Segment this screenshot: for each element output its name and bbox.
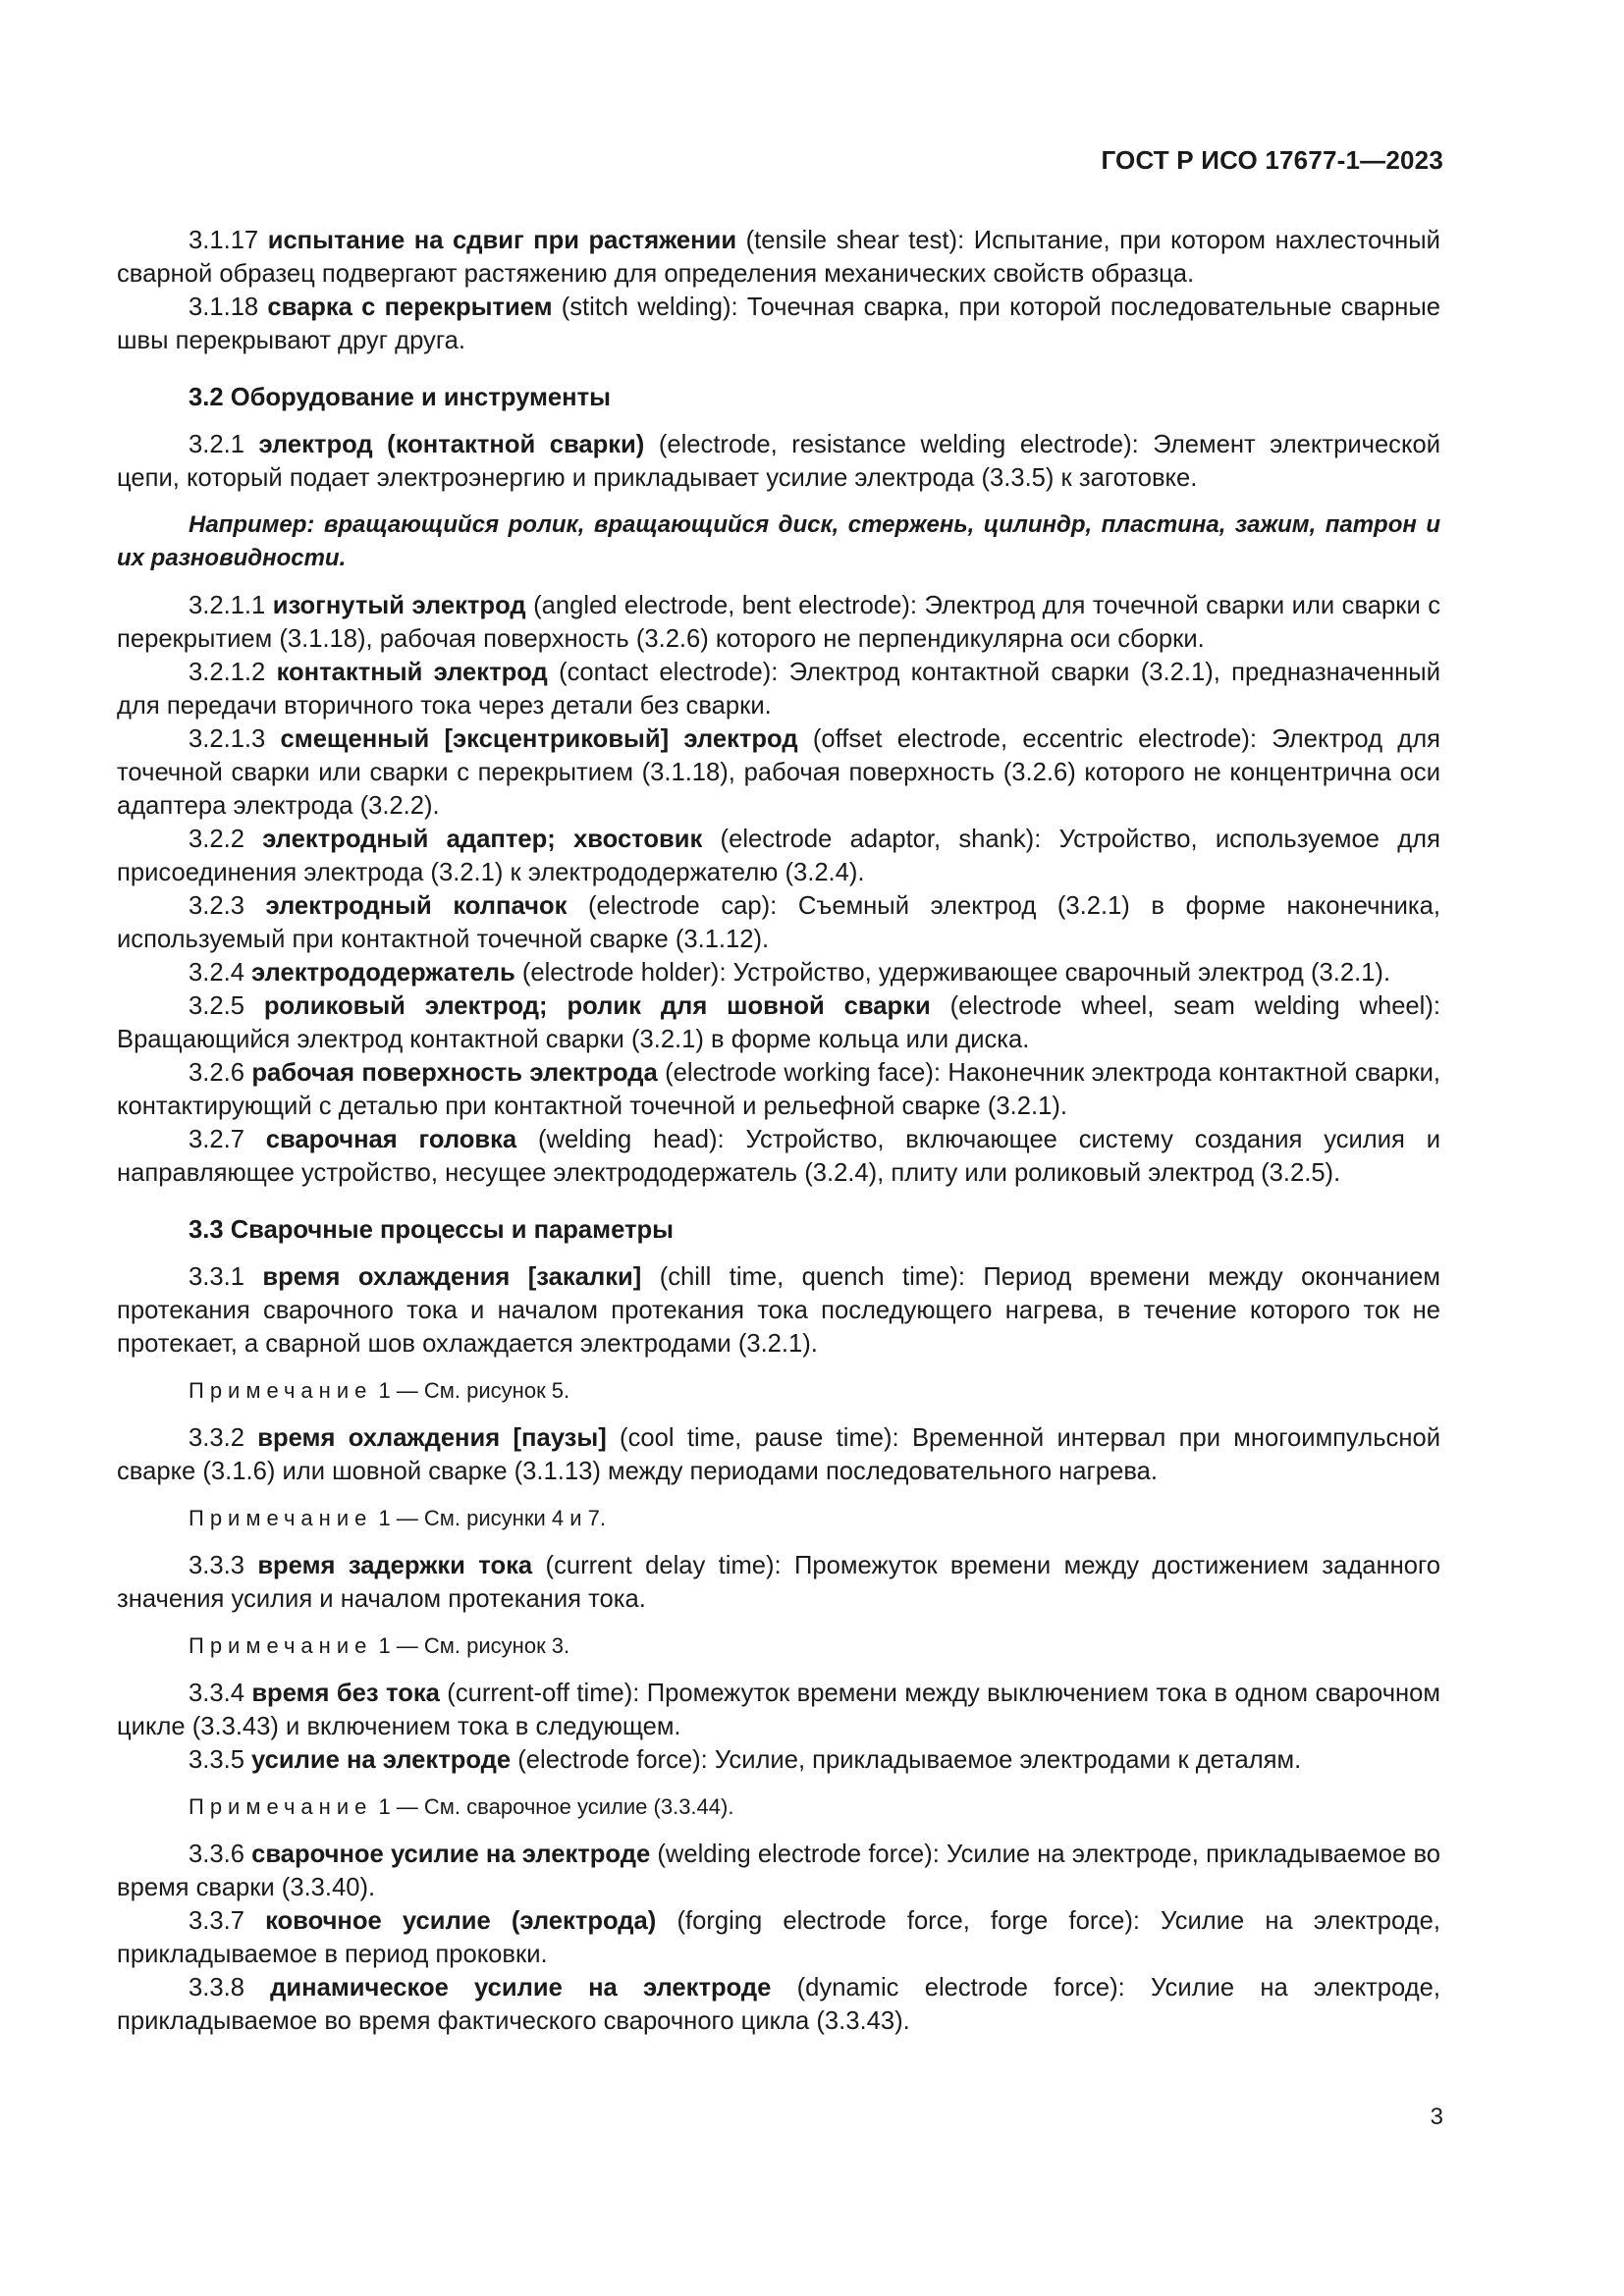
term-number: 3.3.5	[189, 1746, 252, 1774]
document-header: ГОСТ Р ИСО 17677-1—2023	[1101, 145, 1443, 175]
note-text: 1 — См. рисунок 3.	[372, 1633, 570, 1658]
term-number: 3.2.1.1	[189, 592, 273, 619]
term-definition: (electrode working face): Наконечник электрода контактной сварки, контактирующий с деталью при контактной точечной и рельефной сварке (3.2.1).	[117, 1059, 1440, 1120]
term-3-3-3	[117, 1549, 1440, 1616]
term-number: 3.2.3	[189, 892, 266, 920]
note-label: Примечание	[189, 1794, 373, 1819]
term-number: 3.3.3	[189, 1552, 258, 1579]
term-title: роликовый электрод; ролик для шовной сварки	[263, 992, 931, 1020]
term-title: время без тока	[251, 1680, 440, 1707]
term-3-2-4	[117, 956, 1440, 989]
term-title: сварочная головка	[265, 1126, 517, 1153]
term-title: контактный электрод	[276, 659, 548, 686]
term-3-3-5	[117, 1743, 1440, 1777]
term-number: 3.3.8	[189, 1974, 271, 2002]
term-definition: (electrode, resistance welding electrode): Элемент электрической цепи, который подает электроэнергию и прикладывает усилие электрода (3.3.5) к заготовке.	[117, 431, 1440, 492]
note-text: 1 — См. рисунки 4 и 7.	[372, 1506, 606, 1530]
term-definition: (angled electrode, bent electrode): Электрод для точечной сварки или сварки с перекрытием (3.1.18), рабочая поверхность (3.2.6) которого не перпендикулярна оси сборки.	[117, 592, 1440, 653]
term-title: сварочное усилие на электроде	[251, 1841, 651, 1868]
term-3-2-1-1	[117, 589, 1440, 656]
term-number: 3.2.1.2	[189, 659, 277, 686]
note-label: Примечание	[189, 1378, 373, 1403]
term-definition: (electrode holder): Устройство, удерживающее сварочный электрод (3.2.1).	[514, 959, 1391, 987]
term-title: смещенный [эксцентриковый] электрод	[280, 725, 798, 753]
term-title: электродный колпачок	[265, 892, 568, 920]
term-3-2-6	[117, 1056, 1440, 1123]
term-3-2-5	[117, 989, 1440, 1056]
document-body	[117, 224, 1440, 2038]
term-3-2-1	[117, 428, 1440, 495]
term-definition: (chill time, quench time): Период времени между окончанием протекания сварочного тока и началом протекания тока последующего нагрева, в течение которого ток не протекает, а сварной шов охлаждается электродами (3.2.1).	[117, 1263, 1440, 1358]
term-number: 3.3.4	[189, 1680, 252, 1707]
note-text: 1 — См. сварочное усилие (3.3.44).	[372, 1794, 734, 1819]
term-3-1-17	[117, 224, 1440, 291]
term-title: испытание на сдвиг при растяжении	[267, 227, 737, 254]
term-title: электрод (контактной сварки)	[258, 431, 645, 458]
note-3-3-2	[117, 1502, 1440, 1535]
example-3-2-1: Например: вращающийся ролик, вращающийся диск, стержень, цилиндр, пластина, зажим, патрон и их разновидности.	[117, 511, 1440, 571]
section-heading-3-2: 3.2 Оборудование и инструменты	[189, 384, 611, 411]
term-3-2-1-2	[117, 656, 1440, 722]
term-definition: (welding head): Устройство, включающее систему создания усилия и направляющее устройство, несущее электрододержатель (3.2.4), плиту или роликовый электрод (3.2.5).	[117, 1126, 1440, 1187]
term-3-2-2	[117, 823, 1440, 889]
term-number: 3.3.6	[189, 1841, 252, 1868]
term-definition: (dynamic electrode force): Усилие на электроде, прикладываемое во время фактического сварочного цикла (3.3.43).	[117, 1974, 1440, 2035]
term-title: динамическое усилие на электроде	[270, 1974, 772, 2002]
term-definition: (contact electrode): Электрод контактной сварки (3.2.1), предназначенный для передачи вторичного тока через детали без сварки.	[117, 659, 1440, 720]
term-number: 3.1.18	[189, 294, 268, 321]
term-3-1-18	[117, 291, 1440, 357]
term-definition: (stitch welding): Точечная сварка, при которой последовательные сварные швы перекрывают друг друга.	[117, 294, 1440, 354]
term-title: электродный адаптер; хвостовик	[262, 826, 703, 853]
term-number: 3.2.4	[189, 959, 252, 987]
term-title: время охлаждения [закалки]	[262, 1263, 642, 1291]
term-3-3-2	[117, 1421, 1440, 1488]
term-title: рабочая поверхность электрода	[251, 1059, 658, 1087]
note-label: Примечание	[189, 1633, 373, 1658]
term-definition: (forging electrode force, forge force): Усилие на электроде, прикладываемое в период проковки.	[117, 1907, 1440, 1968]
term-definition: (electrode adaptor, shank): Устройство, используемое для присоединения электрода (3.2.1) к электрододержателю (3.2.4).	[117, 826, 1440, 886]
term-number: 3.2.5	[189, 992, 264, 1020]
note-3-3-1	[117, 1374, 1440, 1408]
note-label: Примечание	[189, 1506, 373, 1530]
term-definition: (electrode cap): Съемный электрод (3.2.1) в форме наконечника, используемый при контактной точечной сварке (3.1.12).	[117, 892, 1440, 953]
term-title: сварка с перекрытием	[267, 294, 553, 321]
term-title: изогнутый электрод	[272, 592, 526, 619]
term-number: 3.2.1	[189, 431, 259, 458]
term-3-2-3	[117, 889, 1440, 956]
term-number: 3.2.1.3	[189, 725, 281, 753]
term-3-2-7	[117, 1123, 1440, 1190]
term-number: 3.2.2	[189, 826, 263, 853]
term-3-3-1	[117, 1260, 1440, 1361]
section-heading-3-3: 3.3 Сварочные процессы и параметры	[189, 1216, 675, 1244]
term-title: усилие на электроде	[251, 1746, 512, 1774]
term-title: время охлаждения [паузы]	[257, 1424, 607, 1452]
page-number: 3	[1430, 2104, 1443, 2130]
term-definition: (current-off time): Промежуток времени между выключением тока в одном сварочном цикле (3.3.43) и включением тока в следующем.	[117, 1680, 1440, 1740]
term-3-2-1-3	[117, 722, 1440, 823]
term-3-3-4	[117, 1677, 1440, 1743]
term-number: 3.3.1	[189, 1263, 263, 1291]
term-title: ковочное усилие (электрода)	[265, 1907, 657, 1935]
term-title: время задержки тока	[257, 1552, 533, 1579]
note-3-3-3	[117, 1629, 1440, 1663]
term-number: 3.2.7	[189, 1126, 266, 1153]
term-definition: (welding electrode force): Усилие на электроде, прикладываемое во время сварки (3.3.40).	[117, 1841, 1440, 1901]
term-definition: (tensile shear test): Испытание, при котором нахлесточный сварной образец подвергают растяжению для определения механических свойств образца.	[117, 227, 1440, 288]
term-definition: (offset electrode, eccentric electrode): Электрод для точечной сварки или сварки с перекрытием (3.1.18), рабочая поверхность (3.2.6) которого не концентрична оси адаптера электрода (3.2.2).	[117, 725, 1440, 820]
term-definition: (cool time, pause time): Временной интервал при многоимпульсной сварке (3.1.6) или шовной сварке (3.1.13) между периодами последовательного нагрева.	[117, 1424, 1440, 1485]
term-definition: (current delay time): Промежуток времени между достижением заданного значения усилия и началом протекания тока.	[117, 1552, 1440, 1613]
term-definition: (electrode force): Усилие, прикладываемое электродами к деталям.	[511, 1746, 1302, 1774]
term-number: 3.2.6	[189, 1059, 252, 1087]
term-definition: (electrode wheel, seam welding wheel): Вращающийся электрод контактной сварки (3.2.1) в форме кольца или диска.	[117, 992, 1440, 1053]
term-title: электрододержатель	[251, 959, 515, 987]
term-3-3-7	[117, 1904, 1440, 1971]
term-number: 3.1.17	[189, 227, 268, 254]
note-3-3-5	[117, 1790, 1440, 1824]
term-number: 3.3.7	[189, 1907, 266, 1935]
term-number: 3.3.2	[189, 1424, 258, 1452]
note-text: 1 — См. рисунок 5.	[372, 1378, 570, 1403]
term-3-3-6	[117, 1838, 1440, 1904]
term-3-3-8	[117, 1971, 1440, 2038]
